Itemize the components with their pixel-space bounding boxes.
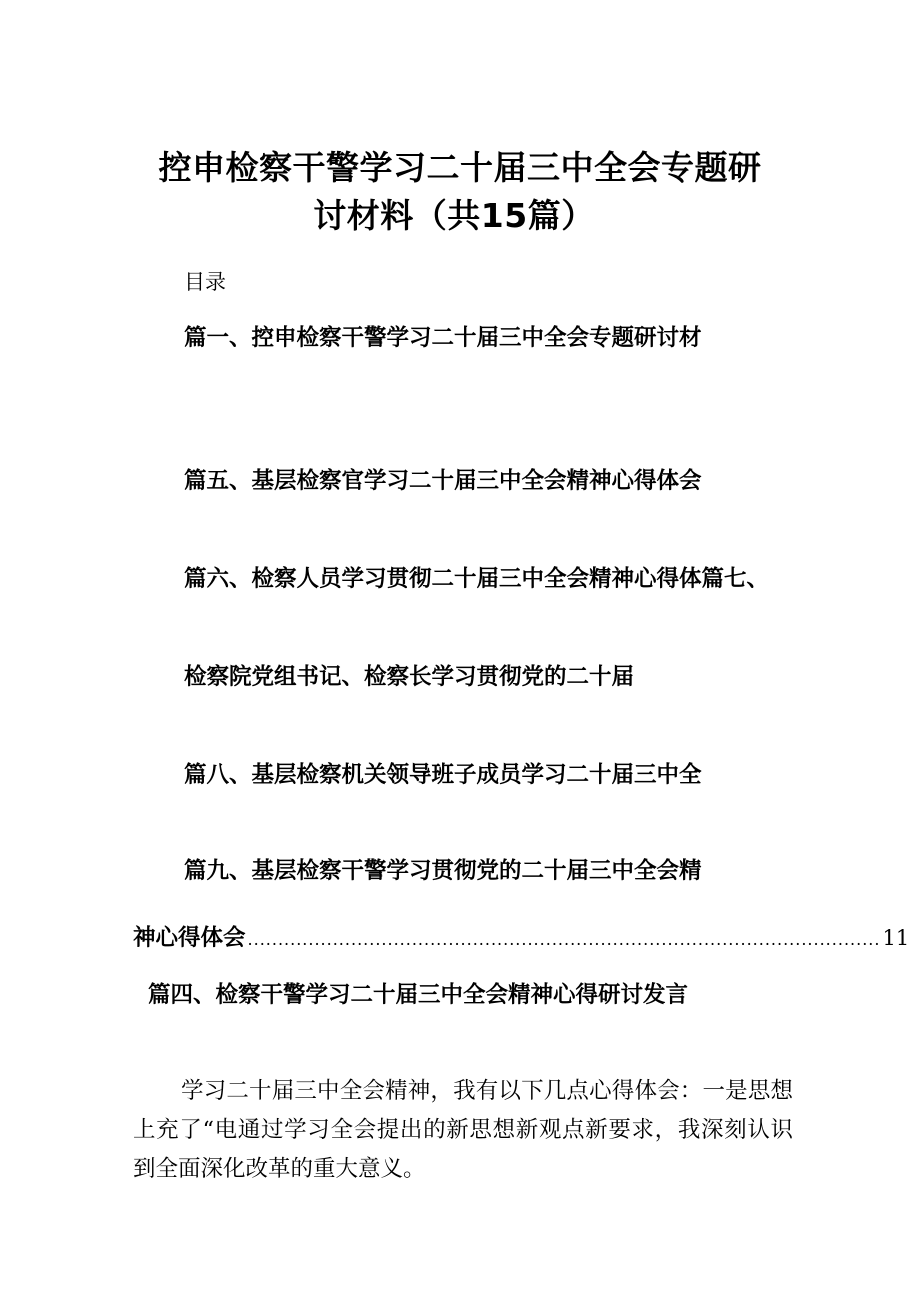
section-heading: 篇四、检察干警学习二十届三中全会精神心得研讨发言 — [148, 982, 689, 1008]
document-title-line-2: 讨材料（共15篇） — [313, 196, 595, 235]
document-title-line-1: 控申检察干警学习二十届三中全会专题研 — [158, 148, 762, 187]
toc-label: 目录 — [184, 270, 226, 294]
body-paragraph: 学习二十届三中全会精神，我有以下几点心得体会：一是思想上充了“电通过学习全会提出的新思想新观点新要求，我深刻认识到全面深化改革的重大意义。 — [133, 1078, 793, 1182]
toc-entry: 篇九、基层检察干警学习贯彻党的二十届三中全会精 — [184, 858, 702, 884]
toc-entry-text: 神心得体会 — [133, 925, 246, 951]
toc-entry: 篇一、控申检察干警学习二十届三中全会专题研讨材 — [184, 325, 702, 351]
toc-entry: 篇八、基层检察机关领导班子成员学习二十届三中全 — [184, 762, 702, 788]
toc-entry: 篇五、基层检察官学习二十届三中全会精神心得体会 — [184, 468, 702, 494]
toc-entry-with-page — [133, 920, 910, 952]
toc-entry: 篇六、检察人员学习贯彻二十届三中全会精神心得体篇七、 — [184, 566, 770, 592]
toc-page-number: 11 — [882, 926, 910, 950]
toc-dot-leader: ........................................................................................................ — [247, 930, 881, 949]
toc-entry: 检察院党组书记、检察长学习贯彻党的二十届 — [184, 664, 635, 690]
